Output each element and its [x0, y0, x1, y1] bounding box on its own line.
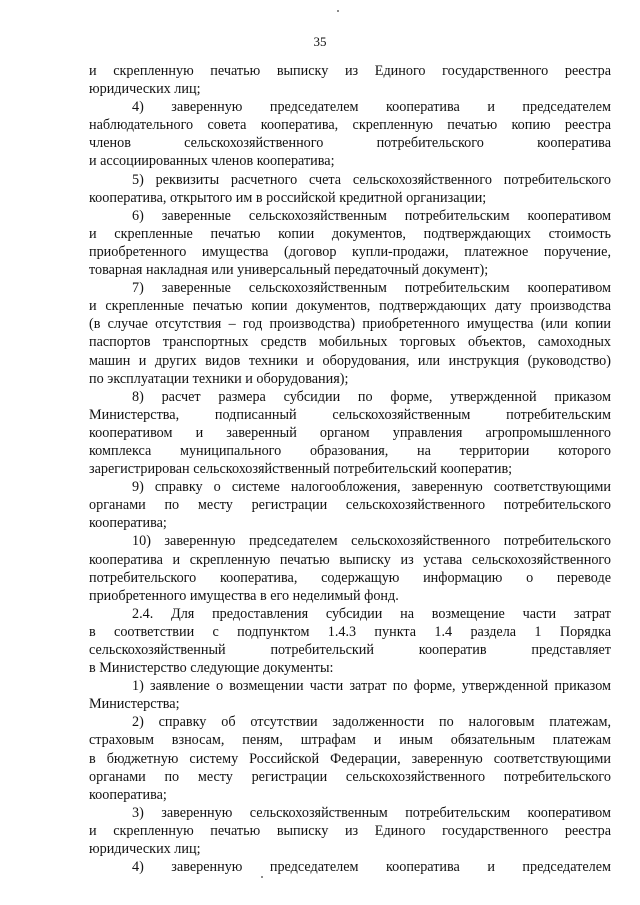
text-line: и скрепленные печатью копии документов, подтверждающих стоимость — [89, 225, 611, 242]
text-line: зарегистрирован сельскохозяйственный потребительский кооператив; — [89, 461, 513, 478]
text-line: 5) реквизиты расчетного счета сельскохозяйственного потребительского — [132, 171, 611, 188]
text-line: органами по месту регистрации сельскохозяйственного потребительского — [89, 497, 611, 514]
paragraph — [89, 388, 611, 478]
text-line: органами по месту регистрации сельскохозяйственного потребительского — [89, 768, 611, 785]
text-line: паспортов транспортных средств мобильных торговых объектов, самоходных — [89, 334, 611, 351]
text-line: и скрепленные печатью копии документов, подтверждающих дату производства — [89, 298, 611, 315]
text-line: и скрепленную печатью выписку из Единого государственного реестра — [89, 63, 611, 79]
text-line: сельскохозяйственный потребительский кооператив представляет — [89, 642, 611, 658]
text-line: 3) заверенную сельскохозяйственным потребительским кооперативом — [132, 804, 611, 821]
text-line: Министерства; — [89, 696, 180, 713]
text-line: по эксплуатации техники и оборудования); — [89, 370, 349, 387]
text-line: в соответствии с подпунктом 1.4.3 пункта 1.4 раздела 1 Порядка — [89, 623, 611, 640]
text-line: юридических лиц; — [89, 81, 201, 98]
text-line: в Министерство следующие документы: — [89, 660, 334, 677]
text-line: кооператива, открытого им в российской кредитной организации; — [89, 189, 487, 206]
paragraph — [89, 279, 611, 388]
document-body — [89, 62, 611, 876]
paragraph — [89, 171, 611, 207]
text-line: кооператива и скрепленную печатью выписку из устава сельскохозяйственного — [89, 551, 611, 568]
scan-speck — [261, 876, 263, 878]
paragraph — [89, 62, 611, 98]
text-line: юридических лиц; — [89, 841, 201, 858]
text-line: и ассоциированных членов кооператива; — [89, 153, 335, 170]
paragraph — [89, 713, 611, 803]
paragraph — [89, 605, 611, 677]
text-line: кооператива; — [89, 786, 167, 803]
paragraph — [89, 677, 611, 713]
page-number: 35 — [313, 34, 327, 49]
paragraph — [89, 804, 611, 858]
text-line: (в случае отсутствия – год производства) приобретенного имущества (или копии — [89, 316, 611, 333]
text-line: страховым взносам, пеням, штрафам и иным обязательным платежам — [89, 732, 611, 749]
text-line: Министерства, подписанный сельскохозяйственным потребительским — [89, 406, 611, 423]
scan-speck — [337, 10, 339, 12]
paragraph — [89, 98, 611, 170]
text-line: 9) справку о системе налогообложения, заверенную соответствующими — [132, 479, 611, 496]
paragraph — [89, 478, 611, 532]
text-line: 7) заверенные сельскохозяйственным потребительским кооперативом — [132, 280, 611, 297]
paragraph — [89, 858, 611, 876]
text-line: 4) заверенную председателем кооператива и председателем — [132, 99, 611, 116]
text-line: 10) заверенную председателем сельскохозяйственного потребительского — [132, 533, 611, 550]
text-line: и скрепленную печатью выписку из Единого государственного реестра — [89, 822, 611, 839]
text-line: 2) справку об отсутствии задолженности по налоговым платежам, — [132, 714, 611, 731]
text-line: приобретенного имущества (договор купли-продажи, платежное поручение, — [89, 243, 611, 260]
text-line: кооперативом и заверенный органом управления агропромышленного — [89, 424, 611, 441]
text-line: в бюджетную систему Российской Федерации, заверенную соответствующими — [89, 750, 611, 767]
text-line: приобретенного имущества в его неделимый фонд. — [89, 587, 399, 604]
paragraph — [89, 532, 611, 604]
paragraph — [89, 207, 611, 279]
text-line: членов сельскохозяйственного потребительского кооператива — [89, 135, 611, 152]
text-line: 2.4. Для предоставления субсидии на возмещение части затрат — [132, 605, 611, 622]
text-line: комплекса муниципального образования, на территории которого — [89, 442, 611, 459]
text-line: наблюдательного совета кооператива, скрепленную печатью копию реестра — [89, 117, 611, 134]
text-line: товарная накладная или универсальный передаточный документ); — [89, 262, 489, 279]
text-line: 1) заявление о возмещении части затрат по форме, утвержденной приказом — [132, 678, 611, 695]
text-line: потребительского кооператива, содержащую информацию о переводе — [89, 569, 611, 586]
text-line: 4) заверенную председателем кооператива и председателем — [132, 859, 611, 876]
text-line: 8) расчет размера субсидии по форме, утвержденной приказом — [132, 388, 611, 405]
text-line: кооператива; — [89, 515, 167, 532]
text-line: машин и других видов техники и оборудования, или инструкция (руководство) — [89, 352, 611, 369]
text-line: 6) заверенные сельскохозяйственным потребительским кооперативом — [132, 207, 611, 224]
